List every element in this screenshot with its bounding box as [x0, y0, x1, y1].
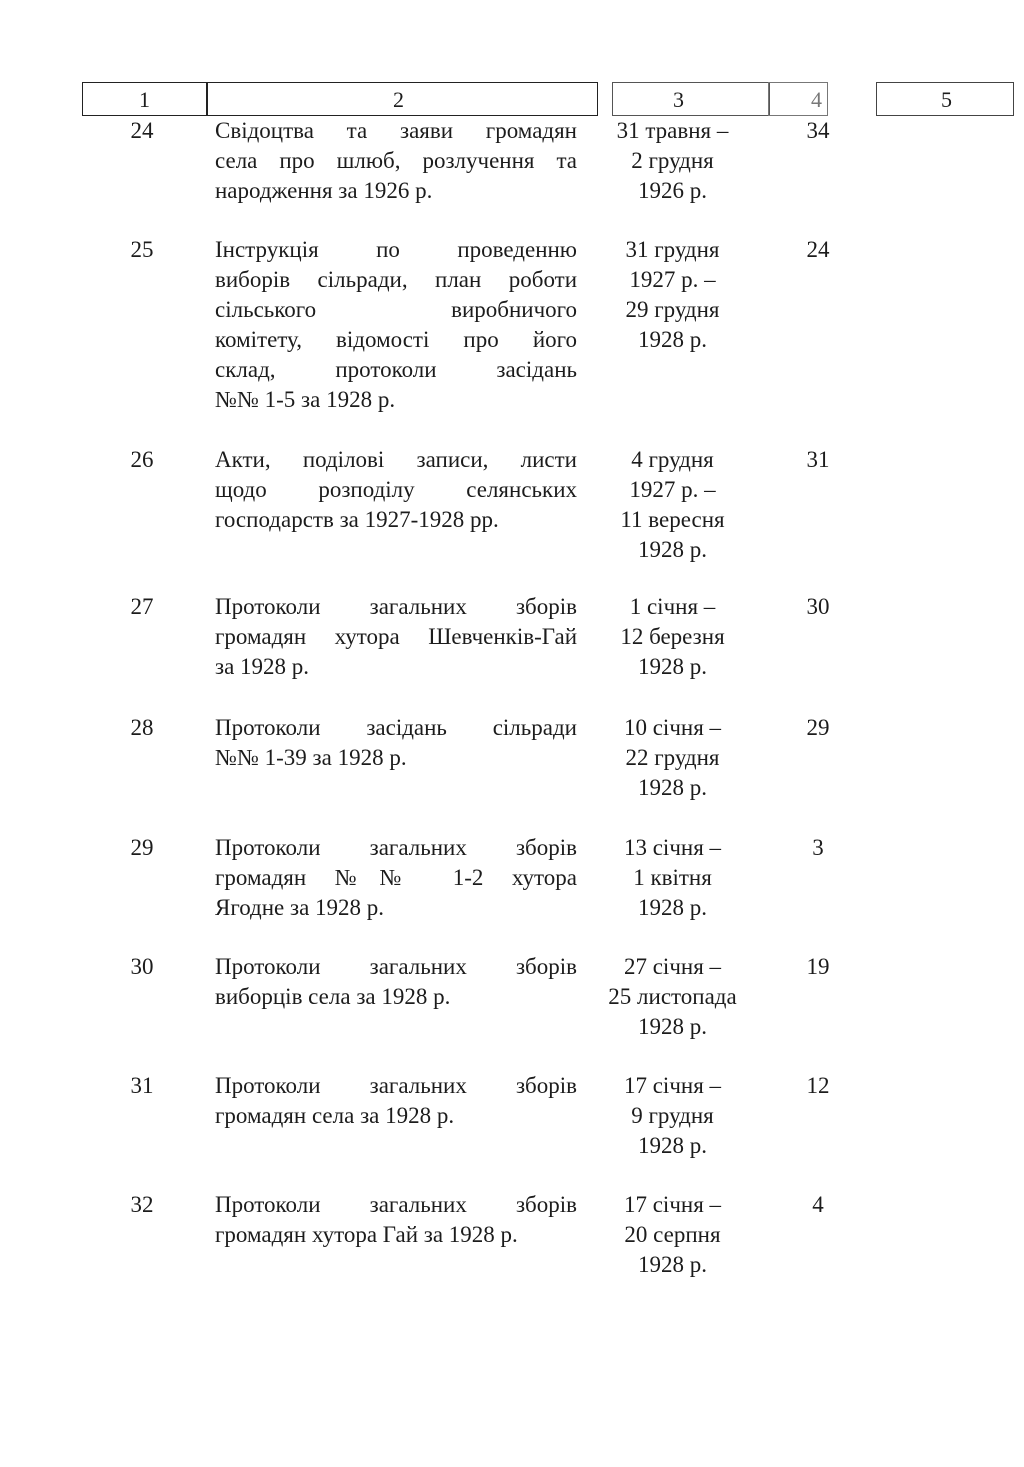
row-number: 31 [130, 1073, 154, 1098]
row-dates [600, 592, 745, 682]
header-cell-5 [876, 82, 1014, 116]
row-page-count: 19 [806, 954, 830, 979]
row-date-line: 31 грудня [625, 237, 720, 262]
row-title [215, 952, 577, 1012]
row-title-line: Протоколи загальних зборів [215, 1192, 577, 1217]
row-title-line: Протоколи загальних зборів [215, 954, 577, 979]
row-title-line: за 1928 р. [215, 654, 310, 679]
row-date-line: 1928 р. [638, 654, 707, 679]
row-title [215, 116, 577, 206]
row-date-line: 4 грудня [631, 447, 714, 472]
header-col-3: 3 [673, 87, 684, 112]
row-page-count: 30 [806, 594, 830, 619]
row-dates [600, 833, 745, 923]
row-date-line: 10 січня – [623, 715, 722, 740]
row-date-line: 1 січня – [629, 594, 716, 619]
row-date-line: 11 вересня [620, 507, 725, 532]
row-title-line: Протоколи загальних зборів [215, 594, 577, 619]
row-date-line: 9 грудня [631, 1103, 714, 1128]
row-title-line: сільського виробничого [215, 297, 577, 322]
row-date-line: 25 листопада [608, 984, 737, 1009]
row-title-line: господарств за 1927-1928 рр. [215, 507, 499, 532]
row-title-line: виборців села за 1928 р. [215, 984, 451, 1009]
row-date-line: 1 квітня [633, 865, 712, 890]
row-title [215, 235, 577, 415]
row-title [215, 1071, 577, 1131]
row-title-line: №№ 1-39 за 1928 р. [215, 745, 407, 770]
row-title-line: громадян села за 1928 р. [215, 1103, 455, 1128]
row-date-line: 20 серпня [624, 1222, 721, 1247]
row-number: 30 [130, 954, 154, 979]
row-number: 28 [130, 715, 154, 740]
row-dates [600, 713, 745, 803]
row-title-line: виборів сільради, план роботи [215, 267, 577, 292]
row-date-line: 1928 р. [638, 1252, 707, 1277]
row-page-count: 4 [812, 1192, 824, 1217]
row-date-line: 2 грудня [631, 148, 714, 173]
header-cell-1 [82, 82, 208, 116]
row-date-line: 1928 р. [638, 775, 707, 800]
row-title-line: Ягодне за 1928 р. [215, 895, 385, 920]
row-number: 25 [130, 237, 154, 262]
header-cell-4 [768, 82, 828, 116]
row-date-line: 1926 р. [638, 178, 707, 203]
header-cell-3 [612, 82, 770, 116]
row-title [215, 833, 577, 923]
row-title [215, 445, 577, 535]
row-date-line: 1927 р. – [629, 477, 716, 502]
row-dates [600, 1071, 745, 1161]
row-title-line: №№ 1-5 за 1928 р. [215, 387, 396, 412]
row-date-line: 29 грудня [625, 297, 720, 322]
row-date-line: 12 березня [620, 624, 725, 649]
header-col-1: 1 [139, 87, 150, 112]
row-number: 24 [130, 118, 154, 143]
row-title-line: Інструкція по проведенню [215, 237, 577, 262]
row-page-count: 3 [812, 835, 824, 860]
row-title-line: Протоколи загальних зборів [215, 1073, 577, 1098]
row-title-line: щодо розподілу селянських [215, 477, 577, 502]
row-date-line: 17 січня – [623, 1192, 722, 1217]
row-date-line: 1927 р. – [629, 267, 716, 292]
row-date-line: 22 грудня [625, 745, 720, 770]
row-number: 32 [130, 1192, 154, 1217]
row-number: 26 [130, 447, 154, 472]
row-title-line: громадян №№ 1-2 хутора [215, 865, 577, 890]
row-title-line: склад, протоколи засідань [215, 357, 577, 382]
row-title-line: комітету, відомості про його [215, 327, 577, 352]
header-col-5: 5 [941, 87, 952, 112]
row-page-count: 12 [806, 1073, 830, 1098]
row-title-line: Свідоцтва та заяви громадян [215, 118, 577, 143]
row-date-line: 1928 р. [638, 1014, 707, 1039]
row-page-count: 24 [806, 237, 830, 262]
row-number: 29 [130, 835, 154, 860]
row-title [215, 592, 577, 682]
row-dates [600, 952, 745, 1042]
row-date-line: 1928 р. [638, 537, 707, 562]
row-title-line: народження за 1926 р. [215, 178, 433, 203]
row-page-count: 34 [806, 118, 830, 143]
row-date-line: 27 січня – [623, 954, 722, 979]
row-title-line: громадян хутора Гай за 1928 р. [215, 1222, 518, 1247]
header-cell-2 [206, 82, 598, 116]
header-col-2: 2 [393, 87, 404, 112]
row-page-count: 31 [806, 447, 830, 472]
row-title-line: громадян хутора Шевченків-Гай [215, 624, 577, 649]
row-title-line: села про шлюб, розлучення та [215, 148, 577, 173]
header-col-4: 4 [811, 87, 822, 112]
row-date-line: 1928 р. [638, 895, 707, 920]
row-date-line: 31 травня – [616, 118, 729, 143]
row-dates [600, 235, 745, 355]
row-dates [600, 445, 745, 565]
row-date-line: 1928 р. [638, 327, 707, 352]
row-title [215, 1190, 577, 1250]
row-title [215, 713, 577, 773]
row-title-line: Протоколи засідань сільради [215, 715, 577, 740]
row-date-line: 17 січня – [623, 1073, 722, 1098]
row-title-line: Протоколи загальних зборів [215, 835, 577, 860]
row-page-count: 29 [806, 715, 830, 740]
row-dates [600, 1190, 745, 1280]
row-title-line: Акти, поділові записи, листи [215, 447, 577, 472]
row-number: 27 [130, 594, 154, 619]
row-date-line: 13 січня – [623, 835, 722, 860]
row-date-line: 1928 р. [638, 1133, 707, 1158]
row-dates [600, 116, 745, 206]
